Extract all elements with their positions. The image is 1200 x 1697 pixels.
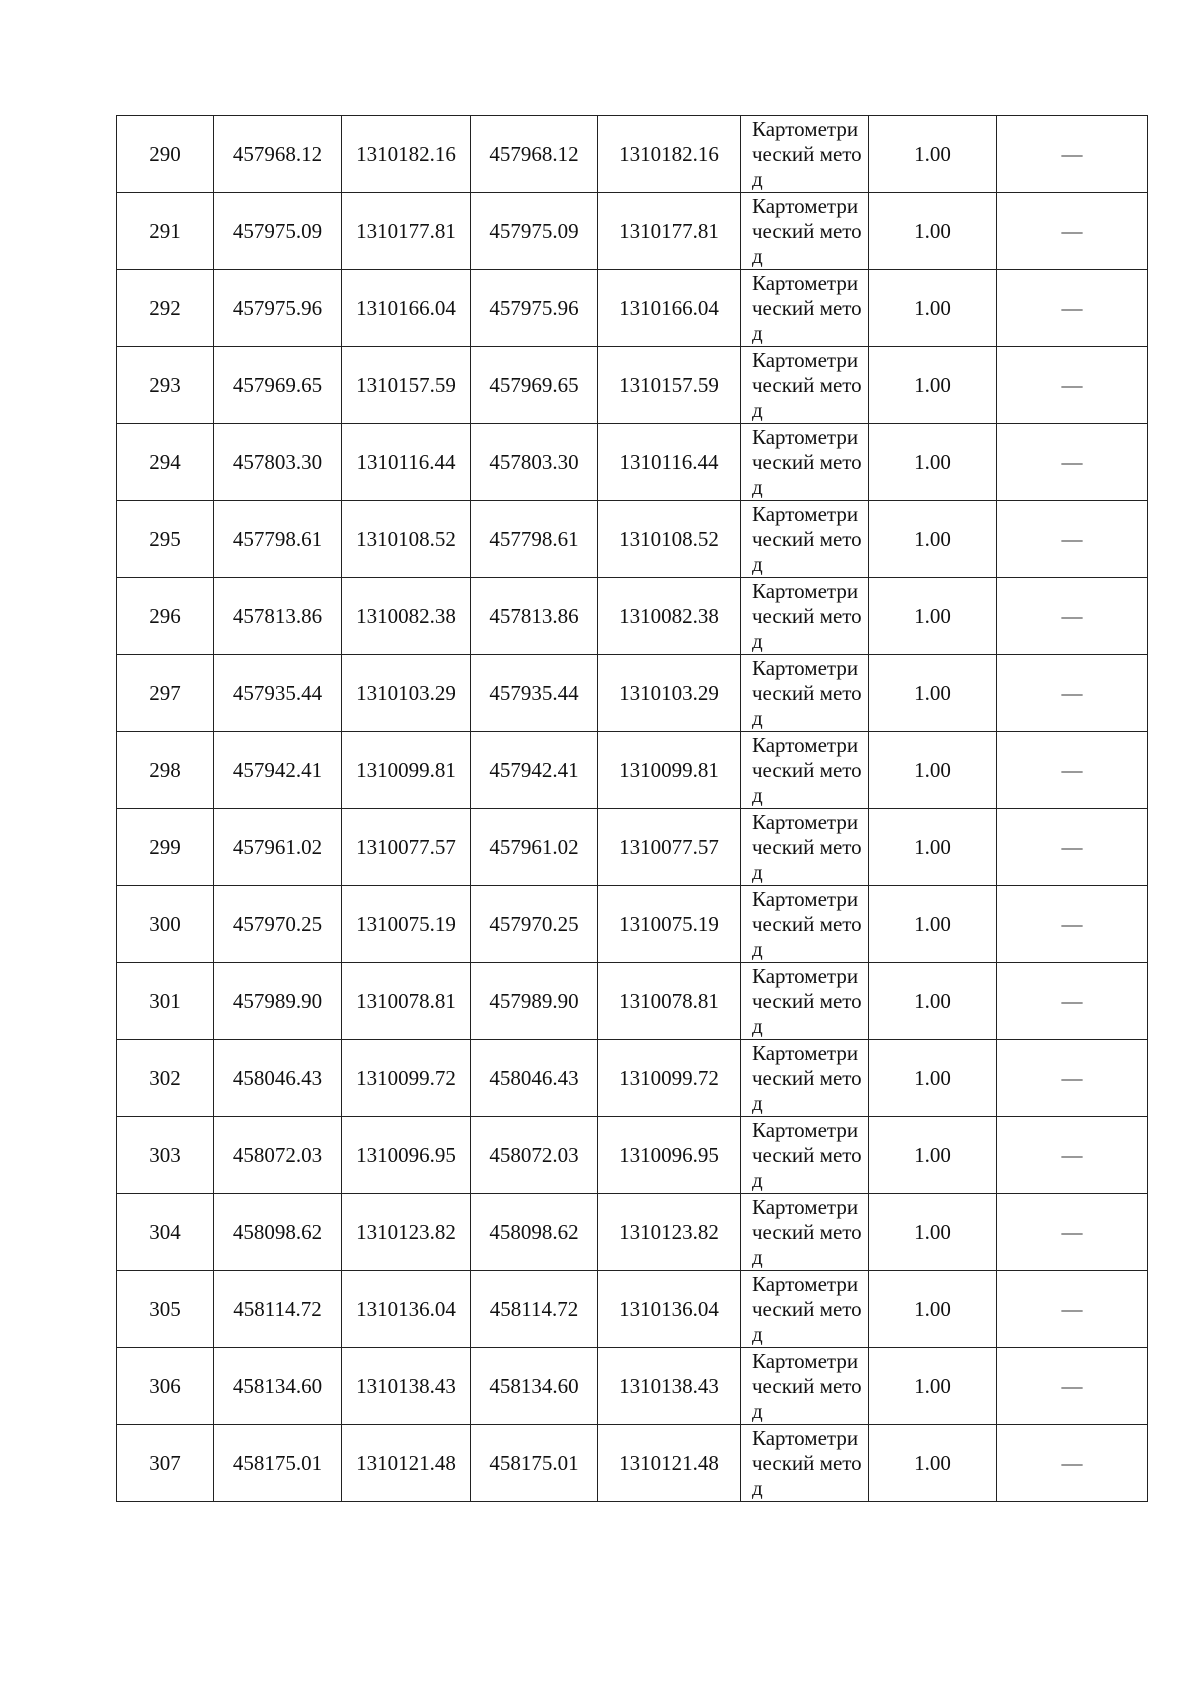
- cell-accuracy: 1.00: [869, 116, 997, 193]
- cell-y-new: 1310177.81: [598, 193, 741, 270]
- cell-y-new: 1310108.52: [598, 501, 741, 578]
- table-row: [117, 270, 1148, 347]
- cell-y-new: 1310077.57: [598, 809, 741, 886]
- cell-note: [997, 424, 1148, 501]
- table-row: [117, 732, 1148, 809]
- cell-x-existing: 457969.65: [214, 347, 342, 424]
- cell-x-new: 458072.03: [471, 1117, 598, 1194]
- table-row: [117, 347, 1148, 424]
- dash-mark: —: [1061, 604, 1083, 628]
- cell-note: [997, 732, 1148, 809]
- cell-x-existing: 457803.30: [214, 424, 342, 501]
- cell-note: [997, 193, 1148, 270]
- table-row: [117, 1425, 1148, 1502]
- dash-mark: —: [1061, 450, 1083, 474]
- cell-method: Картометрический метод: [741, 963, 869, 1040]
- cell-method: Картометрический метод: [741, 578, 869, 655]
- cell-x-existing: 458072.03: [214, 1117, 342, 1194]
- cell-point-number: 292: [117, 270, 214, 347]
- table-row: [117, 424, 1148, 501]
- table-row: [117, 193, 1148, 270]
- cell-accuracy: 1.00: [869, 886, 997, 963]
- cell-method: Картометрический метод: [741, 1425, 869, 1502]
- cell-x-new: 458134.60: [471, 1348, 598, 1425]
- dash-mark: —: [1061, 681, 1083, 705]
- cell-y-existing: 1310138.43: [342, 1348, 471, 1425]
- table-row: [117, 886, 1148, 963]
- cell-note: [997, 116, 1148, 193]
- table-row: [117, 655, 1148, 732]
- cell-note: [997, 963, 1148, 1040]
- cell-accuracy: 1.00: [869, 1117, 997, 1194]
- cell-x-existing: 457961.02: [214, 809, 342, 886]
- cell-method: Картометрический метод: [741, 1194, 869, 1271]
- cell-y-existing: 1310136.04: [342, 1271, 471, 1348]
- cell-x-existing: 458098.62: [214, 1194, 342, 1271]
- cell-x-new: 457942.41: [471, 732, 598, 809]
- dash-mark: —: [1061, 1297, 1083, 1321]
- cell-accuracy: 1.00: [869, 963, 997, 1040]
- cell-point-number: 306: [117, 1348, 214, 1425]
- cell-x-new: 458175.01: [471, 1425, 598, 1502]
- cell-method: Картометрический метод: [741, 347, 869, 424]
- cell-point-number: 293: [117, 347, 214, 424]
- table-body: [117, 116, 1148, 1502]
- cell-note: [997, 886, 1148, 963]
- cell-y-new: 1310099.72: [598, 1040, 741, 1117]
- cell-method: Картометрический метод: [741, 193, 869, 270]
- cell-y-existing: 1310078.81: [342, 963, 471, 1040]
- cell-point-number: 304: [117, 1194, 214, 1271]
- cell-y-new: 1310121.48: [598, 1425, 741, 1502]
- cell-method: Картометрический метод: [741, 1271, 869, 1348]
- cell-point-number: 299: [117, 809, 214, 886]
- cell-accuracy: 1.00: [869, 1425, 997, 1502]
- cell-method: Картометрический метод: [741, 116, 869, 193]
- cell-y-new: 1310166.04: [598, 270, 741, 347]
- cell-y-existing: 1310108.52: [342, 501, 471, 578]
- cell-accuracy: 1.00: [869, 501, 997, 578]
- cell-x-existing: 458134.60: [214, 1348, 342, 1425]
- cell-method: Картометрический метод: [741, 886, 869, 963]
- table-row: [117, 1117, 1148, 1194]
- cell-x-new: 458114.72: [471, 1271, 598, 1348]
- cell-point-number: 295: [117, 501, 214, 578]
- cell-point-number: 300: [117, 886, 214, 963]
- cell-x-existing: 457968.12: [214, 116, 342, 193]
- cell-note: [997, 1040, 1148, 1117]
- cell-method: Картометрический метод: [741, 1117, 869, 1194]
- cell-method: Картометрический метод: [741, 270, 869, 347]
- cell-method: Картометрический метод: [741, 424, 869, 501]
- dash-mark: —: [1061, 1143, 1083, 1167]
- cell-note: [997, 1271, 1148, 1348]
- cell-x-new: 458046.43: [471, 1040, 598, 1117]
- cell-x-new: 457803.30: [471, 424, 598, 501]
- table-row: [117, 1348, 1148, 1425]
- cell-x-new: 457961.02: [471, 809, 598, 886]
- cell-y-existing: 1310096.95: [342, 1117, 471, 1194]
- cell-y-new: 1310116.44: [598, 424, 741, 501]
- dash-mark: —: [1061, 835, 1083, 859]
- dash-mark: —: [1061, 1220, 1083, 1244]
- dash-mark: —: [1061, 758, 1083, 782]
- cell-y-new: 1310182.16: [598, 116, 741, 193]
- cell-accuracy: 1.00: [869, 809, 997, 886]
- cell-accuracy: 1.00: [869, 1040, 997, 1117]
- table-row: [117, 1271, 1148, 1348]
- cell-y-new: 1310078.81: [598, 963, 741, 1040]
- cell-point-number: 294: [117, 424, 214, 501]
- cell-point-number: 302: [117, 1040, 214, 1117]
- cell-y-existing: 1310077.57: [342, 809, 471, 886]
- cell-method: Картометрический метод: [741, 655, 869, 732]
- dash-mark: —: [1061, 219, 1083, 243]
- cell-accuracy: 1.00: [869, 270, 997, 347]
- cell-x-existing: 458175.01: [214, 1425, 342, 1502]
- cell-accuracy: 1.00: [869, 655, 997, 732]
- cell-x-new: 457969.65: [471, 347, 598, 424]
- cell-y-existing: 1310121.48: [342, 1425, 471, 1502]
- cell-note: [997, 1194, 1148, 1271]
- cell-accuracy: 1.00: [869, 1194, 997, 1271]
- cell-y-new: 1310136.04: [598, 1271, 741, 1348]
- table-row: [117, 116, 1148, 193]
- cell-note: [997, 1348, 1148, 1425]
- cell-accuracy: 1.00: [869, 1271, 997, 1348]
- cell-x-new: 457989.90: [471, 963, 598, 1040]
- cell-y-existing: 1310099.72: [342, 1040, 471, 1117]
- cell-accuracy: 1.00: [869, 578, 997, 655]
- table-row: [117, 578, 1148, 655]
- cell-y-existing: 1310103.29: [342, 655, 471, 732]
- cell-x-new: 457813.86: [471, 578, 598, 655]
- cell-point-number: 301: [117, 963, 214, 1040]
- cell-y-new: 1310075.19: [598, 886, 741, 963]
- cell-accuracy: 1.00: [869, 732, 997, 809]
- dash-mark: —: [1061, 989, 1083, 1013]
- cell-x-existing: 458114.72: [214, 1271, 342, 1348]
- table-row: [117, 963, 1148, 1040]
- cell-x-existing: 458046.43: [214, 1040, 342, 1117]
- cell-y-new: 1310123.82: [598, 1194, 741, 1271]
- cell-method: Картометрический метод: [741, 1040, 869, 1117]
- table-row: [117, 1194, 1148, 1271]
- cell-note: [997, 655, 1148, 732]
- cell-method: Картометрический метод: [741, 732, 869, 809]
- cell-note: [997, 578, 1148, 655]
- cell-accuracy: 1.00: [869, 347, 997, 424]
- table-row: [117, 809, 1148, 886]
- cell-x-new: 457798.61: [471, 501, 598, 578]
- dash-mark: —: [1061, 1066, 1083, 1090]
- cell-x-new: 457935.44: [471, 655, 598, 732]
- cell-y-existing: 1310123.82: [342, 1194, 471, 1271]
- dash-mark: —: [1061, 1374, 1083, 1398]
- dash-mark: —: [1061, 142, 1083, 166]
- cell-x-existing: 457970.25: [214, 886, 342, 963]
- cell-x-new: 457975.09: [471, 193, 598, 270]
- cell-note: [997, 1117, 1148, 1194]
- dash-mark: —: [1061, 1451, 1083, 1475]
- cell-point-number: 305: [117, 1271, 214, 1348]
- cell-x-new: 457968.12: [471, 116, 598, 193]
- cell-x-existing: 457975.96: [214, 270, 342, 347]
- cell-point-number: 290: [117, 116, 214, 193]
- cell-y-existing: 1310166.04: [342, 270, 471, 347]
- cell-y-new: 1310157.59: [598, 347, 741, 424]
- cell-x-new: 457970.25: [471, 886, 598, 963]
- cell-x-existing: 457975.09: [214, 193, 342, 270]
- cell-y-new: 1310103.29: [598, 655, 741, 732]
- dash-mark: —: [1061, 373, 1083, 397]
- dash-mark: —: [1061, 527, 1083, 551]
- cell-note: [997, 270, 1148, 347]
- cell-accuracy: 1.00: [869, 424, 997, 501]
- cell-y-existing: 1310099.81: [342, 732, 471, 809]
- cell-x-existing: 457935.44: [214, 655, 342, 732]
- cell-y-new: 1310082.38: [598, 578, 741, 655]
- cell-method: Картометрический метод: [741, 809, 869, 886]
- cell-note: [997, 1425, 1148, 1502]
- cell-x-existing: 457942.41: [214, 732, 342, 809]
- cell-point-number: 307: [117, 1425, 214, 1502]
- cell-accuracy: 1.00: [869, 193, 997, 270]
- cell-y-existing: 1310082.38: [342, 578, 471, 655]
- dash-mark: —: [1061, 296, 1083, 320]
- cell-method: Картометрический метод: [741, 501, 869, 578]
- dash-mark: —: [1061, 912, 1083, 936]
- cell-y-existing: 1310075.19: [342, 886, 471, 963]
- cell-y-existing: 1310177.81: [342, 193, 471, 270]
- cell-point-number: 296: [117, 578, 214, 655]
- cell-y-existing: 1310116.44: [342, 424, 471, 501]
- cell-point-number: 298: [117, 732, 214, 809]
- cell-y-existing: 1310157.59: [342, 347, 471, 424]
- cell-point-number: 297: [117, 655, 214, 732]
- cell-note: [997, 809, 1148, 886]
- cell-accuracy: 1.00: [869, 1348, 997, 1425]
- cell-method: Картометрический метод: [741, 1348, 869, 1425]
- cell-y-new: 1310099.81: [598, 732, 741, 809]
- cell-y-new: 1310096.95: [598, 1117, 741, 1194]
- cell-x-new: 458098.62: [471, 1194, 598, 1271]
- table-row: [117, 501, 1148, 578]
- cell-y-new: 1310138.43: [598, 1348, 741, 1425]
- cell-note: [997, 501, 1148, 578]
- cell-x-existing: 457813.86: [214, 578, 342, 655]
- cell-note: [997, 347, 1148, 424]
- cell-x-existing: 457989.90: [214, 963, 342, 1040]
- coordinates-table: [116, 115, 1148, 1502]
- cell-x-existing: 457798.61: [214, 501, 342, 578]
- table-row: [117, 1040, 1148, 1117]
- cell-x-new: 457975.96: [471, 270, 598, 347]
- cell-point-number: 291: [117, 193, 214, 270]
- cell-y-existing: 1310182.16: [342, 116, 471, 193]
- cell-point-number: 303: [117, 1117, 214, 1194]
